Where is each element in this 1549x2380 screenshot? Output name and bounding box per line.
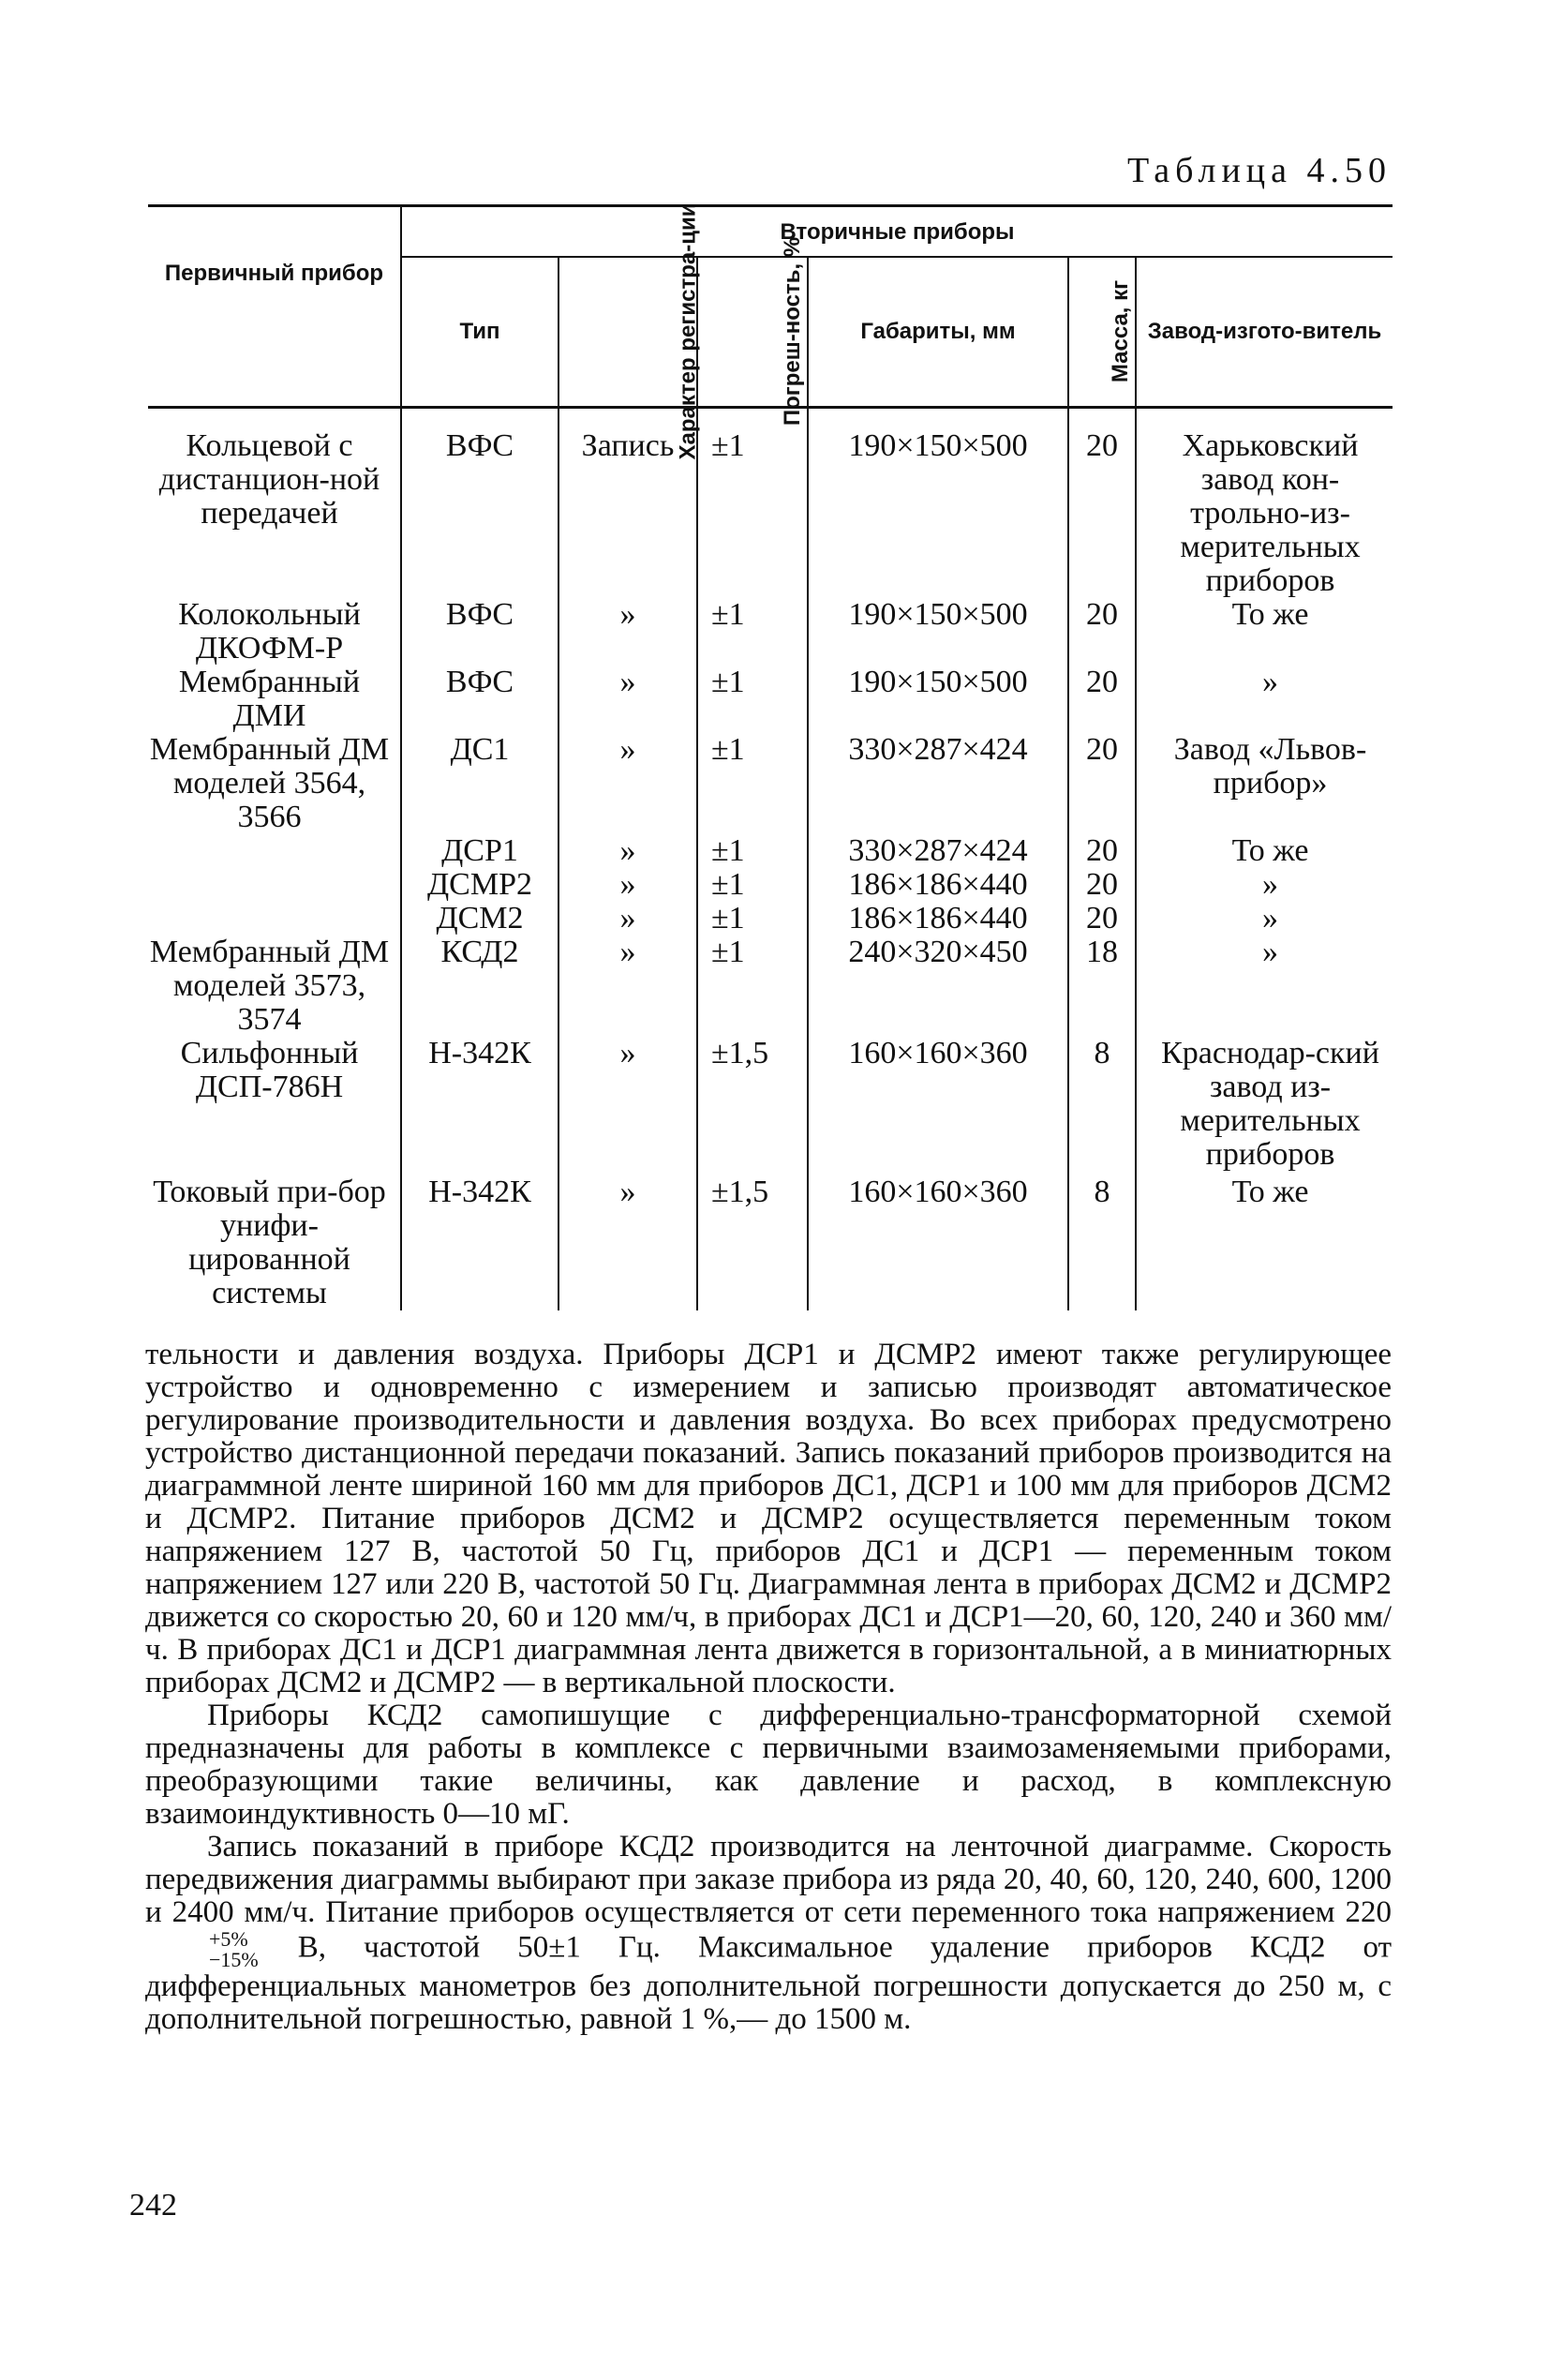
cell-error: ±1 — [697, 407, 808, 598]
cell-factory: То же — [1136, 598, 1393, 666]
cell-primary: Мембранный ДМ моделей 3573, 3574 — [149, 934, 390, 1037]
cell-mass: 20 — [1068, 834, 1136, 868]
page-number: 242 — [129, 2188, 177, 2223]
header-error: Погреш-ность, % — [697, 257, 808, 407]
table-body — [148, 407, 1393, 1310]
cell-primary: Кольцевой с дистанцион-ной передачей — [158, 427, 380, 531]
cell-mass: 20 — [1068, 407, 1136, 598]
cell-type: КСД2 — [401, 936, 559, 1037]
cell-type: ВФС — [401, 598, 559, 666]
cell-character: » — [559, 598, 697, 666]
cell-type: ВФС — [401, 666, 559, 733]
header-primary: Первичный прибор — [148, 206, 401, 408]
cell-dimensions: 160×160×360 — [808, 1175, 1068, 1310]
cell-error: ±1 — [697, 902, 808, 936]
cell-character: » — [559, 733, 697, 834]
table-row — [148, 902, 1393, 936]
cell-mass: 20 — [1068, 733, 1136, 834]
cell-primary: Колокольный ДКОФМ-Р — [178, 596, 361, 666]
cell-type: ДСМ2 — [401, 902, 559, 936]
cell-dimensions: 190×150×500 — [808, 598, 1068, 666]
cell-error: ±1 — [697, 834, 808, 868]
cell-primary: Сильфонный ДСП-786Н — [180, 1035, 359, 1104]
cell-dimensions: 330×287×424 — [808, 834, 1068, 868]
cell-error: ±1 — [697, 936, 808, 1037]
header-mass: Масса, кг — [1068, 257, 1136, 407]
cell-type: ДС1 — [401, 733, 559, 834]
cell-mass: 20 — [1068, 666, 1136, 733]
cell-error: ±1 — [697, 733, 808, 834]
body-text — [145, 1339, 1392, 2036]
table-title: Таблица 4.50 — [1126, 151, 1392, 190]
cell-factory: » — [1136, 936, 1393, 1037]
paragraph-2: Приборы КСД2 самопишущие с дифференциально-трансформаторной схемой предназначены для работы в комплексе с первичными взаимозаменяемыми приборами, преобразующими такие величины, как давление и расход, в комплексную взаимоиндуктивность 0—10 мГ. — [145, 1699, 1392, 1831]
cell-factory: То же — [1136, 834, 1393, 868]
table-row — [148, 1175, 1393, 1310]
cell-mass: 20 — [1068, 598, 1136, 666]
cell-error: ±1 — [697, 666, 808, 733]
cell-mass: 20 — [1068, 902, 1136, 936]
cell-primary: Мембранный ДМИ — [178, 664, 361, 733]
instruments-table — [148, 204, 1393, 1310]
cell-dimensions: 160×160×360 — [808, 1037, 1068, 1175]
header-factory: Завод-изгото-витель — [1136, 257, 1393, 407]
cell-mass: 8 — [1068, 1175, 1136, 1310]
cell-factory: Завод «Львов-прибор» — [1136, 733, 1393, 834]
cell-primary: Токовый при-бор унифи-цированной системы — [153, 1174, 386, 1310]
cell-factory: » — [1136, 868, 1393, 902]
cell-factory: Харьковский завод кон-трольно-из-мерительных приборов — [1136, 407, 1393, 598]
table-row — [148, 868, 1393, 902]
cell-character: » — [559, 868, 697, 902]
table-row — [148, 733, 1393, 834]
cell-type: Н-342К — [401, 1037, 559, 1175]
cell-primary — [148, 902, 401, 936]
table-row — [148, 834, 1393, 868]
cell-type: ВФС — [401, 407, 559, 598]
cell-primary — [148, 834, 401, 868]
paragraph-1: тельности и давления воздуха. Приборы ДСР1 и ДСМР2 имеют также регулирующее устройство и одновременно с измерением и записью производят автоматическое регулирование производительности и давления воздуха. Во всех приборах предусмотрено устройство дистанционной передачи показаний. Запись показаний приборов производится на диаграммной ленте шириной 160 мм для приборов ДС1, ДСР1 и 100 мм для приборов ДСМ2 и ДСМР2. Питание приборов ДСМ2 и ДСМР2 осуществляется переменным током напряжением 127 В, частотой 50 Гц, приборов ДС1 и ДСР1 — переменным током напряжением 127 или 220 В, частотой 50 Гц. Диаграммная лента в приборах ДСМ2 и ДСМР2 движется со скоростью 20, 60 и 120 мм/ч, в приборах ДС1 и ДСР1—20, 60, 120, 240 и 360 мм/ч. В приборах ДС1 и ДСР1 диаграммная лента движется в горизонтальной, а в миниатюрных приборах ДСМ2 и ДСМР2 — в вертикальной плоскости. — [145, 1338, 1392, 1699]
cell-dimensions: 186×186×440 — [808, 902, 1068, 936]
table-row — [148, 936, 1393, 1037]
cell-factory: То же — [1136, 1175, 1393, 1310]
cell-character: » — [559, 936, 697, 1037]
table-row — [148, 1037, 1393, 1175]
cell-error: ±1 — [697, 868, 808, 902]
cell-type: ДСР1 — [401, 834, 559, 868]
cell-character: Запись — [559, 407, 697, 598]
cell-character: » — [559, 1037, 697, 1175]
table-row — [148, 598, 1393, 666]
cell-error: ±1,5 — [697, 1175, 808, 1310]
paragraph-3: Запись показаний в приборе КСД2 производится на ленточной диаграмме. Скорость передвижения диаграммы выбирают при заказе прибора из ряда 20, 40, 60, 120, 240, 600, 1200 и 2400 мм/ч. Питание приборов осуществляется от сети переменного тока напряжением 220 +5% −15% В, частотой 50±1 Гц. Максимальное удаление приборов КСД2 от дифференциальных манометров без дополнительной погрешности допускается до 250 м, с дополнительной погрешностью, равной 1 %,— до 1500 м. — [145, 1830, 1392, 2036]
cell-primary — [148, 868, 401, 902]
cell-dimensions: 190×150×500 — [808, 666, 1068, 733]
cell-dimensions: 330×287×424 — [808, 733, 1068, 834]
cell-dimensions: 186×186×440 — [808, 868, 1068, 902]
header-dimensions: Габариты, мм — [808, 257, 1068, 407]
cell-type: Н-342К — [401, 1175, 559, 1310]
cell-character: » — [559, 902, 697, 936]
header-type: Тип — [401, 257, 559, 407]
cell-error: ±1,5 — [697, 1037, 808, 1175]
voltage-tolerance: +5% −15% — [209, 1927, 259, 1971]
cell-character: » — [559, 666, 697, 733]
cell-type: ДСМР2 — [401, 868, 559, 902]
table-row — [148, 666, 1393, 733]
table-header-row-1 — [148, 206, 1393, 258]
cell-mass: 18 — [1068, 936, 1136, 1037]
cell-error: ±1 — [697, 598, 808, 666]
cell-primary: Мембранный ДМ моделей 3564, 3566 — [149, 731, 390, 834]
header-secondary-group: Вторичные приборы — [401, 206, 1393, 258]
table-row — [148, 407, 1393, 598]
cell-character: » — [559, 834, 697, 868]
cell-factory: Краснодар-ский завод из-мерительных приборов — [1136, 1037, 1393, 1175]
cell-mass: 20 — [1068, 868, 1136, 902]
cell-factory: » — [1136, 666, 1393, 733]
header-character: Характер регистра-ции — [559, 257, 697, 407]
cell-factory: » — [1136, 902, 1393, 936]
cell-character: » — [559, 1175, 697, 1310]
cell-dimensions: 240×320×450 — [808, 936, 1068, 1037]
cell-mass: 8 — [1068, 1037, 1136, 1175]
cell-dimensions: 190×150×500 — [808, 407, 1068, 598]
